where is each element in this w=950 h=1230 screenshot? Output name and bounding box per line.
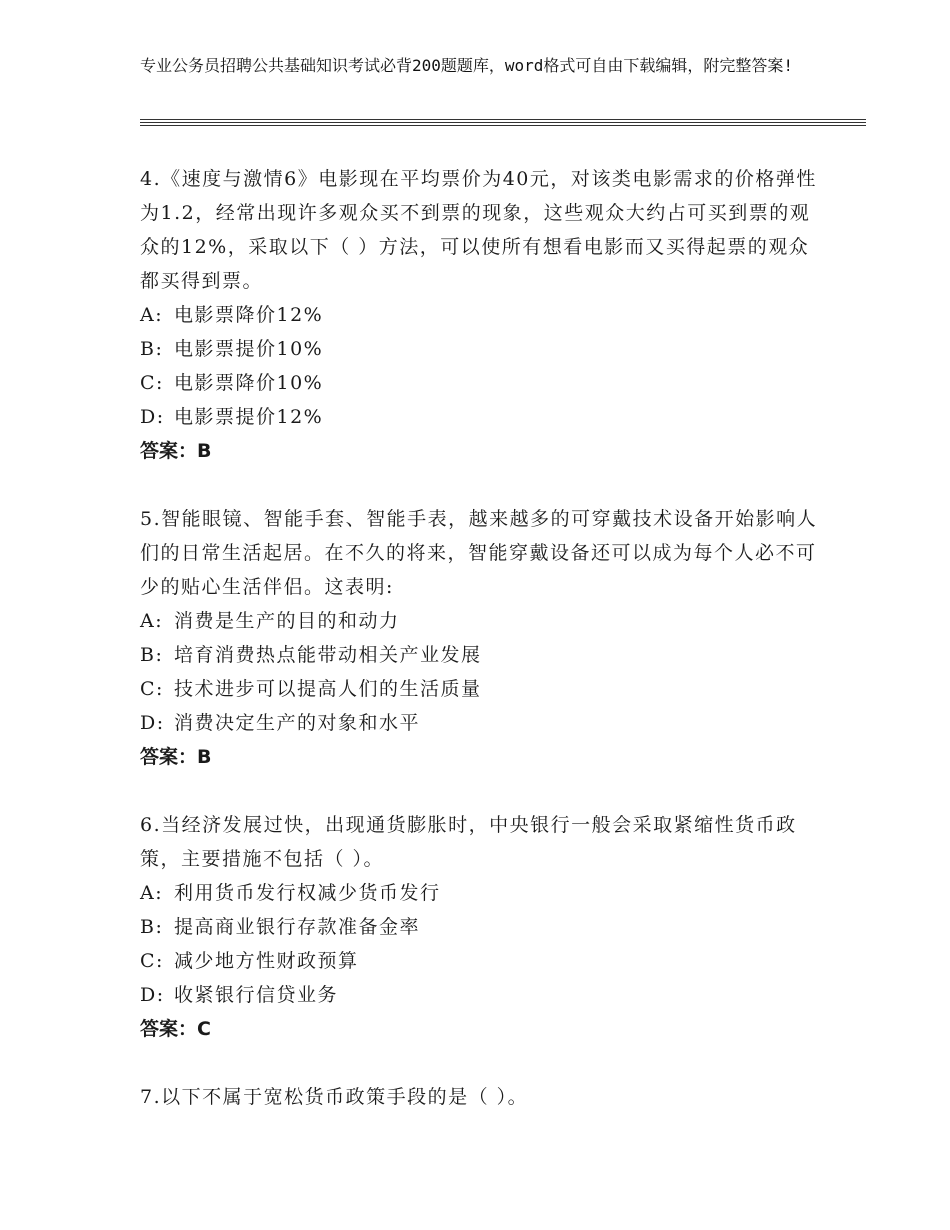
answer-label: 答案：C	[140, 1018, 211, 1040]
question-stem: 6.当经济发展过快，出现通货膨胀时，中央银行一般会采取紧缩性货币政策，主要措施不包括（ ）。	[140, 814, 797, 870]
question-stem: 4.《速度与激情6》电影现在平均票价为40元，对该类电影需求的价格弹性为1.2，经常出现许多观众买不到票的现象，这些观众大约占可买到票的观众的12%，采取以下（ ）方法，可以使所有想看电影而又买得起票的观众都买得到票。	[140, 168, 817, 292]
option-text: 技术进步可以提高人们的生活质量	[174, 678, 482, 700]
option-b	[140, 638, 820, 672]
option-letter: A:	[140, 610, 164, 632]
option-letter: D:	[140, 712, 165, 734]
question-5	[140, 502, 820, 774]
option-letter: A:	[140, 304, 164, 326]
answer-label: 答案：B	[140, 746, 212, 768]
question-6	[140, 808, 820, 1046]
answer-label: 答案：B	[140, 440, 212, 462]
option-d	[140, 400, 820, 434]
question-4	[140, 162, 820, 468]
question-7	[140, 1080, 820, 1114]
option-letter: C:	[140, 372, 164, 394]
header-divider-line	[140, 125, 866, 126]
document-header: 专业公务员招聘公共基础知识考试必背200题题库，word格式可自由下载编辑，附完整答案!	[140, 56, 794, 75]
option-text: 电影票提价12%	[174, 406, 324, 428]
question-stem: 7.以下不属于宽松货币政策手段的是（ ）。	[140, 1086, 529, 1108]
option-a	[140, 604, 820, 638]
question-list	[140, 162, 820, 1148]
option-d	[140, 978, 820, 1012]
option-text: 消费是生产的目的和动力	[174, 610, 400, 632]
option-a	[140, 298, 820, 332]
option-b	[140, 910, 820, 944]
option-letter: C:	[140, 950, 164, 972]
option-letter: D:	[140, 406, 165, 428]
question-stem: 5.智能眼镜、智能手套、智能手表，越来越多的可穿戴技术设备开始影响人们的日常生活起居。在不久的将来，智能穿戴设备还可以成为每个人必不可少的贴心生活伴侣。这表明:	[140, 508, 818, 598]
option-text: 电影票降价12%	[174, 304, 324, 326]
option-d	[140, 706, 820, 740]
option-text: 减少地方性财政预算	[174, 950, 359, 972]
option-text: 电影票提价10%	[174, 338, 324, 360]
option-letter: B:	[140, 338, 164, 360]
option-letter: A:	[140, 882, 164, 904]
header-divider-line	[140, 119, 866, 120]
option-c	[140, 944, 820, 978]
option-c	[140, 366, 820, 400]
option-letter: C:	[140, 678, 164, 700]
option-letter: B:	[140, 916, 164, 938]
option-c	[140, 672, 820, 706]
header-divider-line	[140, 122, 866, 123]
option-text: 提高商业银行存款准备金率	[174, 916, 421, 938]
option-text: 利用货币发行权减少货币发行	[174, 882, 441, 904]
option-text: 消费决定生产的对象和水平	[174, 712, 421, 734]
option-letter: D:	[140, 984, 165, 1006]
option-letter: B:	[140, 644, 164, 666]
option-b	[140, 332, 820, 366]
option-a	[140, 876, 820, 910]
option-text: 收紧银行信贷业务	[174, 984, 339, 1006]
option-text: 培育消费热点能带动相关产业发展	[174, 644, 482, 666]
option-text: 电影票降价10%	[174, 372, 324, 394]
